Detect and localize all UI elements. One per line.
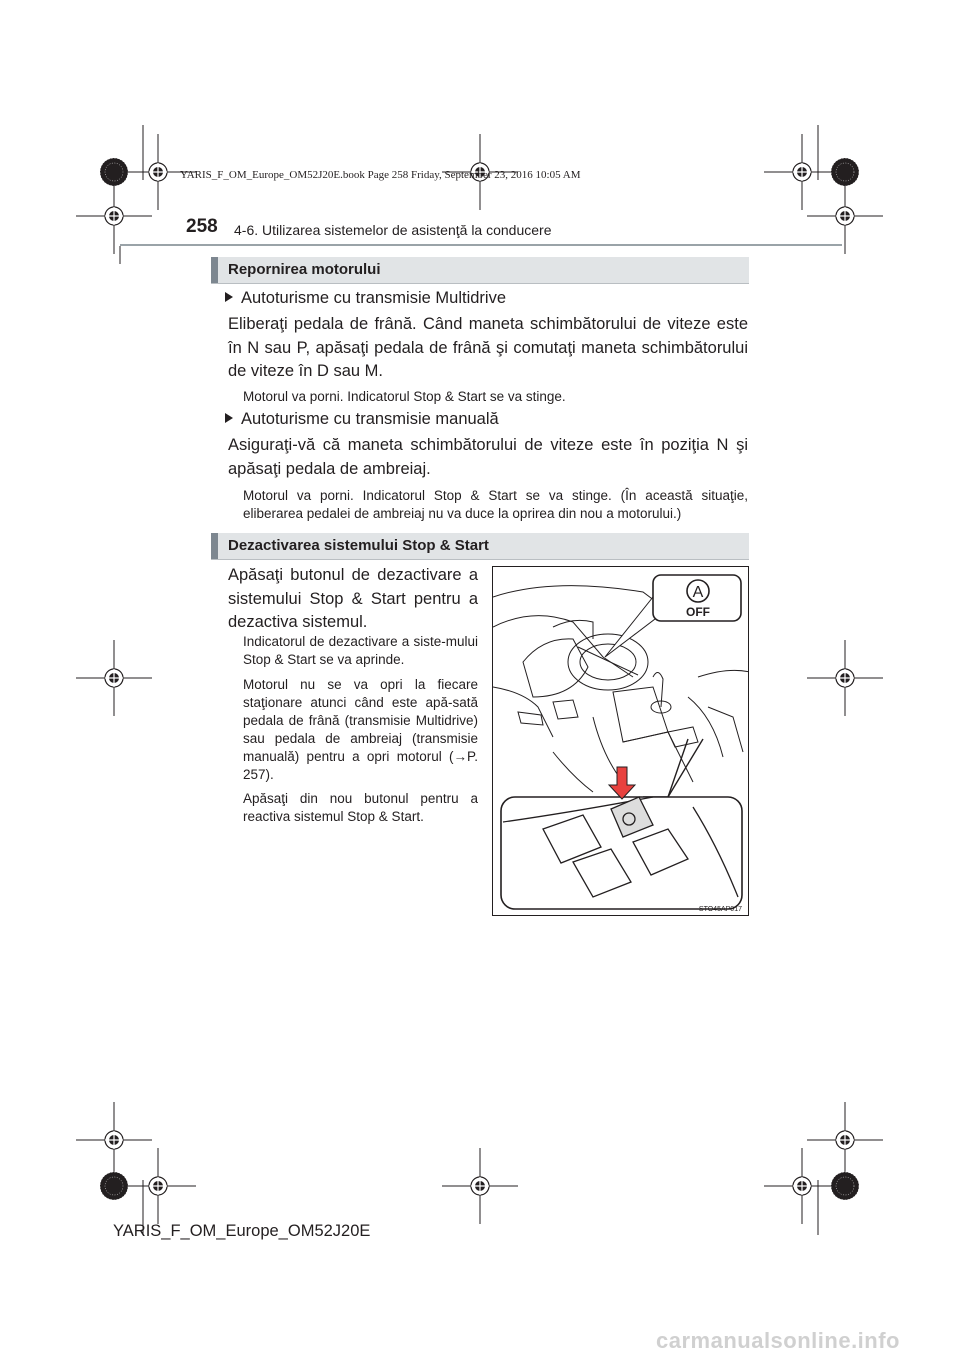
- figure-code: STO45AP017: [698, 906, 742, 913]
- paragraph-deactivate: Apăsaţi butonul de dezactivare a sistemului Stop & Start pentru a dezactiva sistemul.: [228, 566, 478, 631]
- section-heading-deactivate: [211, 533, 749, 559]
- note-engine: Motorul nu se va opri la fiecare staţionare atunci când este apă-sată pedala de frână (transmisie Multidrive) sau pedala de ambreiaj (transmisie manuală) pentru a opri motorul (→P. 257).: [243, 677, 478, 782]
- section-heading-restart: [211, 257, 749, 283]
- footer-document-id: YARIS_F_OM_Europe_OM52J20E: [113, 1222, 371, 1240]
- section-underline: [211, 283, 749, 284]
- note-indicator: Indicatorul de dezactivare a siste-mului Stop & Start se va aprinde.: [243, 634, 478, 667]
- section-underline: [211, 559, 749, 560]
- bullet-label: Autoturisme cu transmisie manuală: [241, 410, 499, 428]
- paragraph-multidrive: Eliberaţi pedala de frână. Când maneta schimbătorului de viteze este în N sau P, apăsaţi pedala de frână şi comutaţi maneta schimbătorului de viteze în D sau M.: [228, 315, 748, 380]
- off-icon-label: OFF: [686, 605, 710, 619]
- book-file-line: YARIS_F_OM_Europe_OM52J20E.book Page 258 Friday, September 23, 2016 10:05 AM: [180, 169, 581, 181]
- bullet-label: Autoturisme cu transmisie Multidrive: [241, 289, 506, 307]
- bullet-manual: [225, 410, 499, 429]
- paragraph-manual: Asiguraţi-vă că maneta schimbătorului de viteze este în poziţia N şi apăsaţi pedala de ambreiaj.: [228, 436, 748, 478]
- car-interior-drawing: [493, 567, 749, 916]
- watermark: carmanualsonline.info: [656, 1328, 900, 1353]
- page-number: 258: [186, 216, 218, 237]
- illustration-stop-start-button: [492, 566, 749, 916]
- bullet-multidrive: [225, 289, 506, 308]
- note-manual: Motorul va porni. Indicatorul Stop & Start se va stinge. (În această situaţie, eliberarea pedalei de ambreiaj nu va duce la oprirea din nou a motorului.): [243, 488, 748, 521]
- icon-letter: A: [692, 584, 704, 601]
- chapter-title: 4-6. Utilizarea sistemelor de asistenţă la conducere: [234, 222, 552, 238]
- triangle-bullet-icon: [225, 292, 233, 302]
- note-multidrive: Motorul va porni. Indicatorul Stop & Start se va stinge.: [243, 389, 566, 404]
- section-title: Repornirea motorului: [228, 261, 381, 278]
- section-title: Dezactivarea sistemului Stop & Start: [228, 537, 489, 554]
- note-reactivate: Apăsaţi din nou butonul pentru a reactiva sistemul Stop & Start.: [243, 791, 478, 824]
- header-rule: [120, 244, 842, 246]
- triangle-bullet-icon: [225, 413, 233, 423]
